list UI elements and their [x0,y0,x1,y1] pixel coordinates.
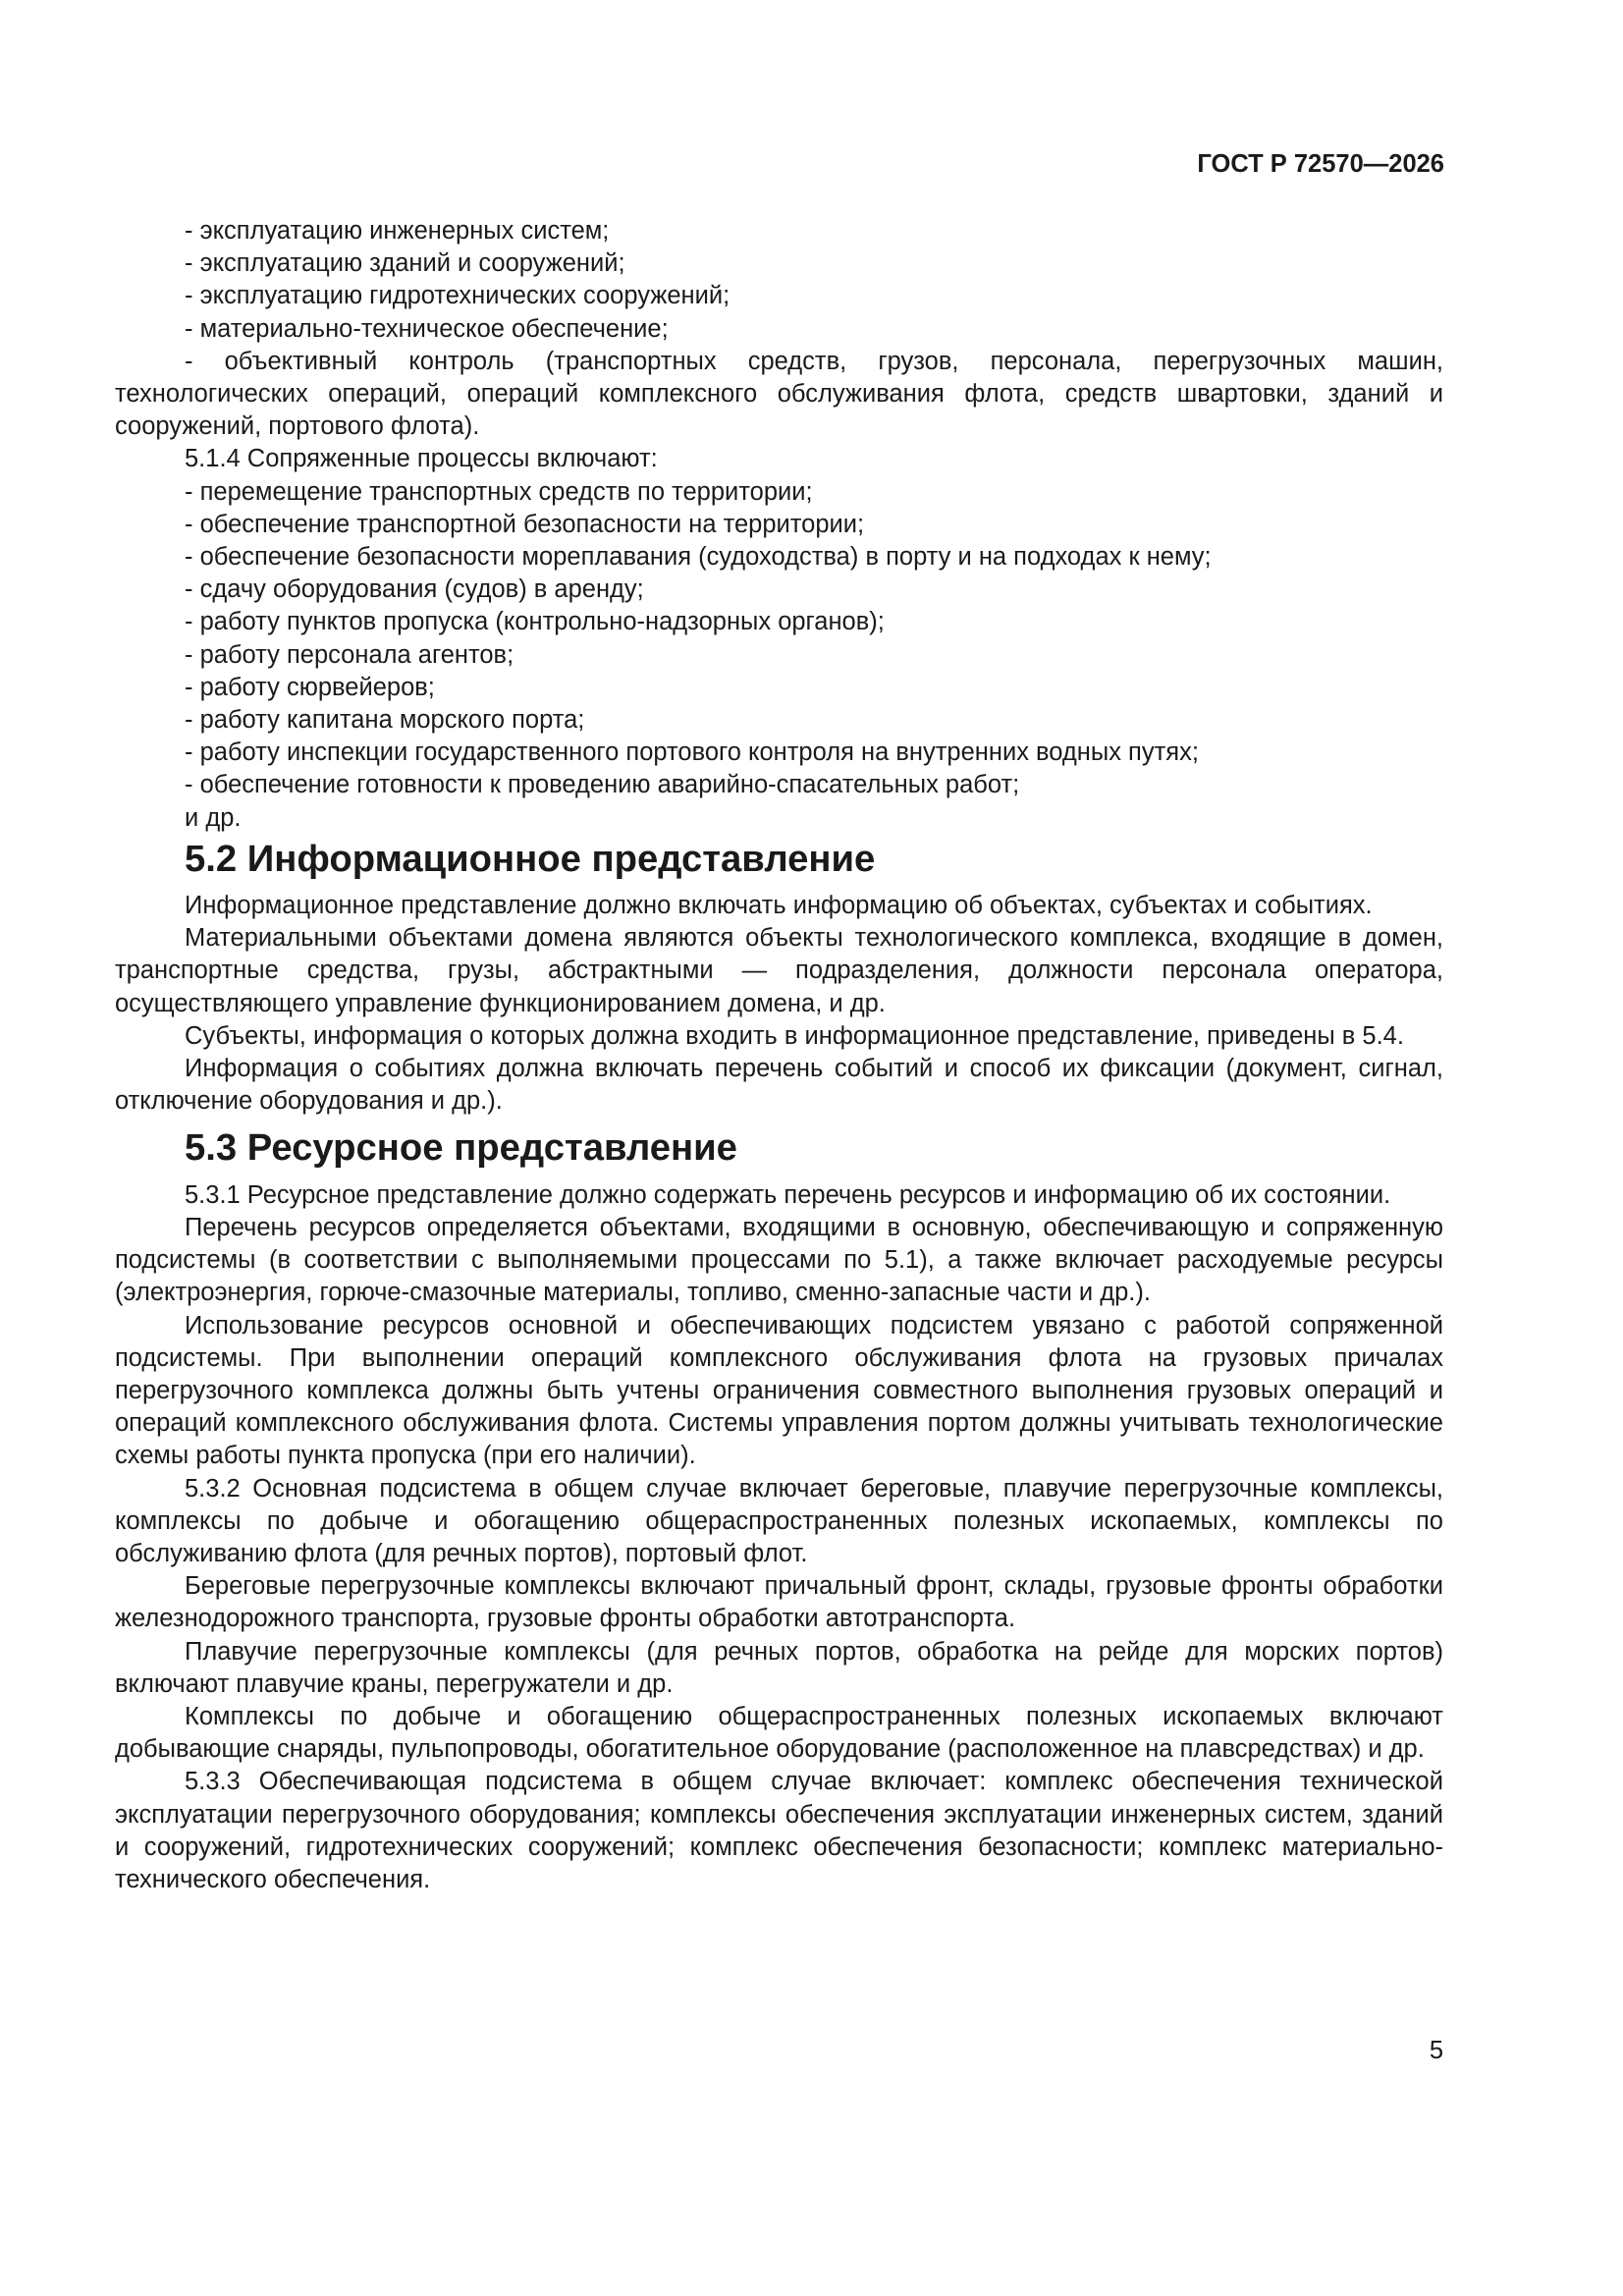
paragraph: Использование ресурсов основной и обеспечивающих подсистем увязано с работой сопряженной подсистемы. При выполнении операций комплексного обслуживания флота на грузовых причалах перегрузочного комплекса должны быть учтены ограничения совместного выполнения грузовых операций и операций комплексного обслуживания флота. Системы управления портом должны учитывать технологические схемы работы пункта пропуска (при его наличии). [115,1311,1443,1470]
paragraph: Информация о событиях должна включать перечень событий и способ их фиксации (документ, сигнал, отключение оборудования и др.). [115,1055,1443,1116]
list-item: - сдачу оборудования (судов) в аренду; [185,575,644,604]
paragraph: Комплексы по добыче и обогащению общераспространенных полезных ископаемых включают добывающие снаряды, пульпопроводы, обогатительное оборудование (расположенное на плавсредствах) и др. [115,1702,1443,1764]
list-b [115,476,1443,835]
paragraph: 5.3.1 Ресурсное представление должно содержать перечень ресурсов и информацию об их состоянии. [185,1180,1391,1209]
list-item: - работу инспекции государственного портового контроля на внутренних водных путях; [185,738,1199,767]
list-item: - обеспечение транспортной безопасности на территории; [185,510,865,538]
section-heading-5-2: 5.2 Информационное представление [185,837,876,880]
clause-5-1-4: 5.1.4 Сопряженные процессы включают: [185,445,658,473]
list-item: - обеспечение готовности к проведению аварийно-спасательных работ; [185,771,1020,799]
list-item: - перемещение транспортных средств по территории; [185,477,813,506]
section-heading-5-3: 5.3 Ресурсное представление [185,1126,737,1170]
list-item: - эксплуатацию зданий и сооружений; [185,249,625,278]
list-item: - объективный контроль (транспортных средств, грузов, персонала, перегрузочных машин, технологических операций, операций комплексного обслуживания флота, средств швартовки, зданий и сооружений, портового флота). [115,347,1443,441]
list-item: - работу пунктов пропуска (контрольно-надзорных органов); [185,608,885,636]
paragraph: Береговые перегрузочные комплексы включают причальный фронт, склады, грузовые фронты обработки железнодорожного транспорта, грузовые фронты обработки автотранспорта. [115,1572,1443,1633]
list-item: - обеспечение безопасности мореплавания (судоходства) в порту и на подходах к нему; [185,543,1212,572]
list-item: - работу персонала агентов; [185,640,514,669]
paragraph: Субъекты, информация о которых должна входить в информационное представление, приведены в 5.4. [185,1021,1404,1050]
list-item: - материально-техническое обеспечение; [185,314,669,343]
list-item: - эксплуатацию инженерных систем; [185,217,610,245]
paragraph: 5.3.2 Основная подсистема в общем случае включает береговые, плавучие перегрузочные комплексы, комплексы по добыче и обогащению общераспространенных полезных ископаемых, комплексы по обслуживанию флота (для речных портов), портовый флот. [115,1474,1443,1567]
list-item: и др. [185,803,242,832]
page-number: 5 [1429,2037,1443,2064]
list-a [115,215,1443,443]
paragraph: 5.3.3 Обеспечивающая подсистема в общем случае включает: комплекс обеспечения технической эксплуатации перегрузочного оборудования; комплексы обеспечения эксплуатации инженерных систем, зданий и сооружений, гидротехнических сооружений; комплекс обеспечения безопасности; комплекс материально-технического обеспечения. [115,1768,1443,1893]
list-item: - работу сюрвейеров; [185,673,435,701]
list-item: - эксплуатацию гидротехнических сооружений; [185,282,730,310]
list-item: - работу капитана морского порта; [185,706,585,735]
paragraph: Перечень ресурсов определяется объектами, входящими в основную, обеспечивающую и сопряженную подсистемы (в соответствии с выполняемыми процессами по 5.1), а также включает расходуемые ресурсы (электроэнергия, горюче-смазочные материалы, топливо, сменно-запасные части и др.). [115,1213,1443,1307]
paragraph: Информационное представление должно включать информацию об объектах, субъектах и событиях. [185,892,1373,920]
paragraph: Плавучие перегрузочные комплексы (для речных портов, обработка на рейде для морских портов) включают плавучие краны, перегружатели и др. [115,1637,1443,1698]
document-header: ГОСТ Р 72570—2026 [1197,150,1444,178]
paragraph: Материальными объектами домена являются объекты технологического комплекса, входящие в домен, транспортные средства, грузы, абстрактными — подразделения, должности персонала оператора, осуществляющего управление функционированием домена, и др. [115,924,1443,1017]
document-body [115,215,1443,1896]
